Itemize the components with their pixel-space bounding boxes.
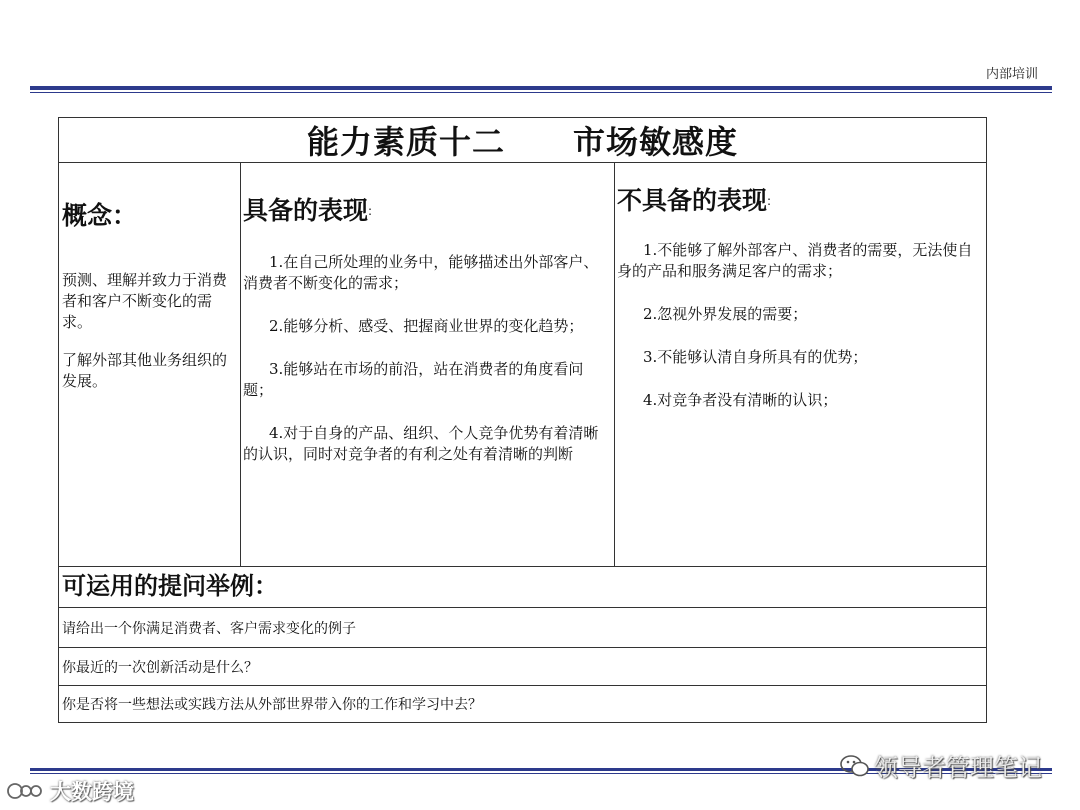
list-item: 2.能够分析、感受、把握商业世界的变化趋势； [269, 317, 584, 335]
list-item: 1.在自己所处理的业务中，能够描述出外部客户、消费者不断变化的需求； [243, 253, 599, 292]
negative-column [615, 163, 986, 566]
watermark-left-text: 大数跨境 [50, 780, 134, 804]
title-part2: 市场敏感度 [573, 123, 739, 161]
negative-list [617, 240, 983, 433]
positive-column [241, 163, 615, 566]
title-part1: 能力素质十二 [306, 123, 505, 161]
positive-heading-colon: : [368, 204, 373, 218]
top-rule-thick [30, 86, 1052, 90]
concept-paragraph: 预测、理解并致力于消费者和客户不断变化的需求。 [62, 271, 228, 331]
positive-heading [243, 196, 372, 226]
watermark-right-text: 领导者管理笔记 [874, 754, 1042, 782]
negative-heading-colon: : [767, 194, 772, 208]
question-row: 你是否将一些想法或实践方法从外部世界带入你的工作和学习中去？ [62, 697, 482, 713]
question-row: 你最近的一次创新活动是什么？ [59, 648, 986, 686]
question-row: 请给出一个你满足消费者、客户需求变化的例子 [59, 608, 986, 648]
list-item: 3.不能够认清自身所具有的优势； [643, 348, 868, 366]
list-item: 4.对竞争者没有清晰的认识； [643, 391, 838, 409]
wechat-icon [840, 754, 870, 778]
concept-heading: 概念： [62, 201, 138, 230]
list-item: 2.忽视外界发展的需要； [643, 305, 808, 323]
negative-heading [617, 186, 771, 216]
negative-heading-text: 不具备的表现 [617, 186, 768, 215]
list-item: 3.能够站在市场的前沿，站在消费者的角度看问题； [243, 360, 584, 399]
competency-table [58, 117, 987, 723]
top-rule [30, 86, 1052, 93]
questions-heading: 可运用的提问举例： [59, 567, 986, 608]
watermark-left [6, 776, 134, 806]
header-label: 内部培训 [985, 67, 1038, 82]
watermark-right [840, 748, 1042, 783]
table-title [59, 118, 986, 163]
top-rule-thin [30, 92, 1052, 93]
columns-row [59, 163, 986, 567]
concept-text [62, 270, 234, 409]
list-item: 1.不能够了解外部客户、消费者的需要，无法使自身的产品和服务满足客户的需求； [617, 241, 973, 280]
concept-column [59, 163, 241, 566]
positive-list [243, 252, 611, 487]
list-item: 4.对于自身的产品、组织、个人竞争优势有着清晰的认识，同时对竞争者的有利之处有着清晰的判断 [243, 424, 599, 463]
positive-heading-text: 具备的表现 [243, 196, 369, 225]
logo-icon [6, 779, 46, 803]
concept-paragraph: 了解外部其他业务组织的发展。 [62, 351, 228, 390]
